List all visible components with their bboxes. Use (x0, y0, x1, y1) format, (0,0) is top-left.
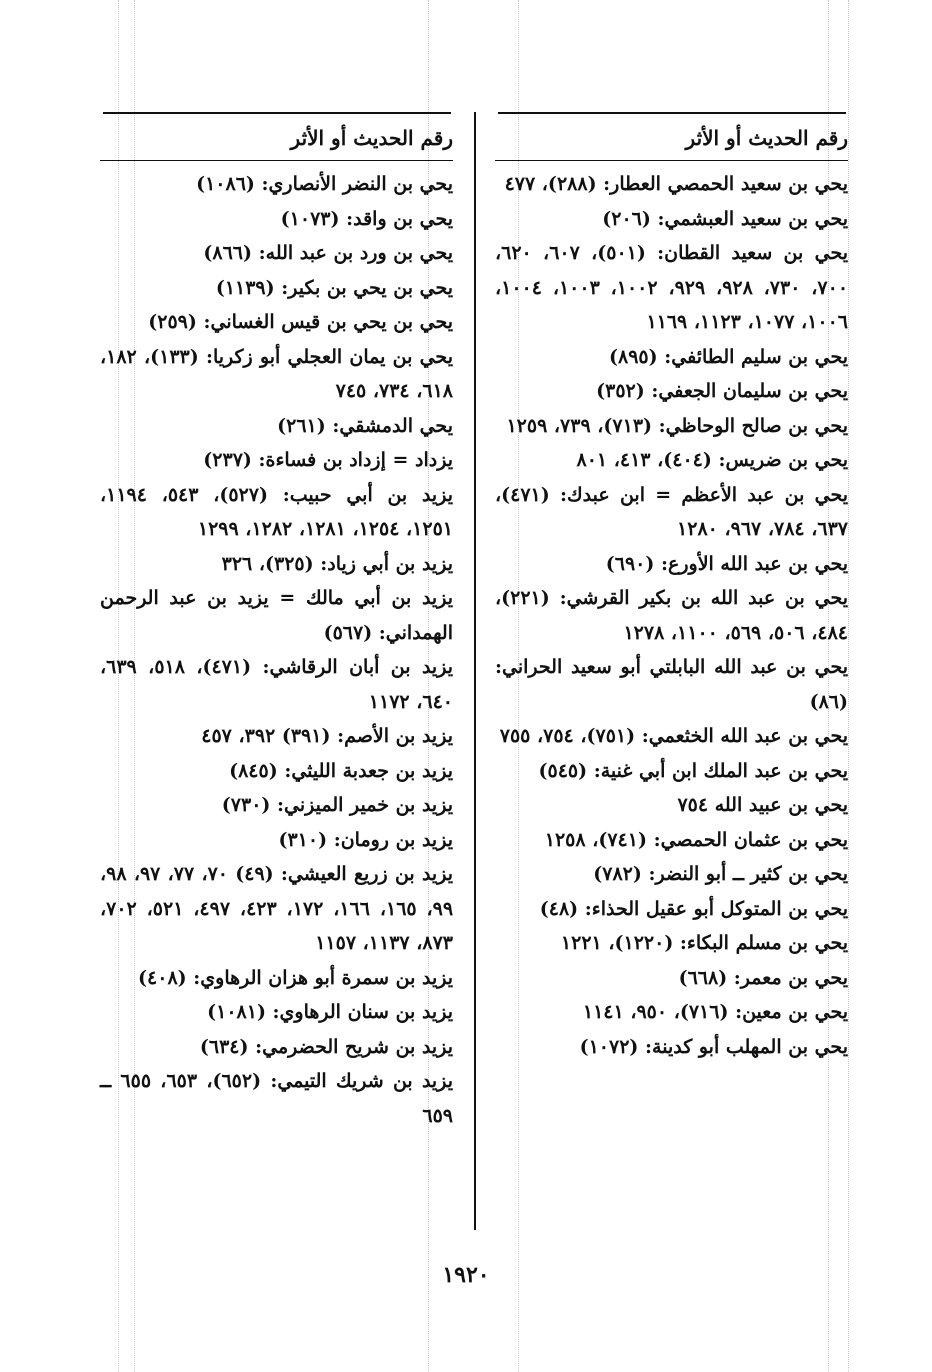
index-entry: يزيد بن خمير الميزني: (٧٣٠) (221, 794, 453, 816)
index-entry: يزيد بن أبي حبيب: (٥٢٧)، ٥٤٣، ١١٩٤، ١٢٥١، ١٢٥٤، ١٢٨١، ١٢٨٢، ١٢٩٩ (100, 483, 453, 540)
index-entry: يحي بن المتوكل أبو عقيل الحذاء: (٤٨) (539, 897, 848, 920)
index-entry: يحي بن يحي بن قيس الغساني: (٢٥٩) (148, 311, 453, 333)
index-entry: يزيد بن سمرة أبو هزان الرهاوي: (٤٠٨) (138, 966, 453, 989)
index-entry: يزيد بن رومان: (٣١٠) (278, 828, 453, 851)
index-entry: يحي بن مسلم البكاء: (١٢٢٠)، ١٢٢١ (560, 932, 848, 954)
index-entry: يحي بن سليم الطائفي: (٨٩٥) (609, 345, 848, 368)
index-entry: يحي بن عبد الأعظم = ابن عبدك: (٤٧١)، ٦٣٧، ٧٨٤، ٩٦٧، ١٢٨٠ (495, 483, 848, 540)
index-entry: يحي بن معين: (٧١٦)، ٩٥٠، ١١٤١ (582, 1001, 848, 1023)
index-entry: يحي بن عبد الله البابلتي أبو سعيد الحراني: (٨٦) (495, 656, 848, 713)
right-column-header: رقم الحديث أو الأثر (495, 116, 848, 161)
index-entry: يحي بن سعيد القطان: (٥٠١)، ٦٠٧، ٦٢٠، ٧٠٠، ٧٣٠، ٩٢٨، ٩٢٩، ١٠٠٢، ١٠٠٣، ١٠٠٤، ١٠٠٦، ١٠٧٧، ١١٢٣، ١١٦٩ (495, 242, 849, 333)
left-column (100, 116, 453, 1133)
index-entry: يزيد بن أبان الرقاشي: (٤٧١)، ٥١٨، ٦٣٩، ٦٤٠، ١١٧٢ (100, 656, 453, 713)
index-entry: يزيد بن شريح الحضرمي: (٦٣٤) (199, 1035, 453, 1058)
index-entry: يحي بن كثير ــ أبو النضر: (٧٨٢) (593, 863, 848, 885)
index-entry: يحي بن عبيد الله ٧٥٤ (677, 794, 848, 816)
index-entry: يزيد بن الأصم: (٣٩١) ٣٩٢، ٤٥٧ (201, 725, 453, 747)
index-entry: يزداد = إزداد بن فساءة: (٢٣٧) (203, 449, 453, 471)
index-entry: يحي بن عثمان الحمصي: (٧٤١)، ١٢٥٨ (544, 828, 848, 851)
left-top-rule (103, 112, 451, 114)
index-entry: يحي بن عبد الملك ابن أبي غنية: (٥٤٥) (538, 759, 848, 782)
left-entry-list (100, 167, 453, 1133)
right-top-rule (498, 112, 846, 114)
index-entry: يزيد بن أبي زياد: (٣٢٥)، ٣٢٦ (221, 552, 453, 575)
index-entry: يزيد بن أبي مالك = يزيد بن عبد الرحمن الهمداني: (٥٦٧) (100, 587, 453, 644)
index-entry: يحي بن عبد الله الخثعمي: (٧٥١)، ٧٥٤، ٧٥٥ (499, 725, 848, 747)
index-entry: يحي بن سليمان الجعفي: (٣٥٢) (596, 380, 848, 402)
index-entry: يزيد بن زريع العيشي: (٤٩) ٧٠، ٧٧، ٩٧، ٩٨، ٩٩، ١٦٥، ١٦٦، ١٧٢، ٤٢٣، ٤٩٧، ٥٢١، ٧٠٢، ٨٧٣، ١١٣٧، ١١٥٧ (100, 863, 454, 954)
index-entry: يحي بن عبد الله بن بكير القرشي: (٢٢١)، ٤٨٤، ٥٠٦، ٥٦٩، ١١٠٠، ١٢٧٨ (495, 587, 848, 644)
index-entry: يحي بن النضر الأنصاري: (١٠٨٦) (196, 173, 453, 195)
index-entry: يحي بن المهلب أبو كدينة: (١٠٧٢) (579, 1035, 848, 1058)
index-entry: يزيد بن جعدبة الليثي: (٨٤٥) (229, 759, 453, 782)
index-entry: يزيد بن سنان الرهاوي: (١٠٨١) (207, 1001, 453, 1023)
index-entry: يحي الدمشقي: (٢٦١) (277, 414, 453, 437)
left-column-header: رقم الحديث أو الأثر (100, 116, 453, 161)
index-entry: يحي بن يمان العجلي أبو زكريا: (١٣٣)، ١٨٢، ٦١٨، ٧٣٤، ٧٤٥ (100, 345, 453, 402)
index-entry: يحي بن يحي بن بكير: (١١٣٩) (215, 276, 453, 299)
index-entry: يحي بن واقد: (١٠٧٣) (280, 207, 453, 230)
right-column (495, 116, 848, 1064)
index-entry: يحي بن معمر: (٦٦٨) (678, 966, 848, 989)
page-number: ١٩٢٠ (442, 1262, 490, 1288)
column-divider (474, 112, 476, 1230)
index-entry: يحي بن سعيد العبشمي: (٢٠٦) (602, 207, 848, 230)
index-entry: يحي بن عبد الله الأورع: (٦٩٠) (605, 552, 848, 575)
index-entry: يحي بن ورد بن عبد الله: (٨٦٦) (203, 242, 453, 264)
index-entry: يحي بن سعيد الحمصي العطار: (٢٨٨)، ٤٧٧ (504, 173, 848, 195)
right-entry-list (495, 167, 848, 1064)
scan-guide-line (848, 0, 849, 1372)
index-entry: يحي بن ضريس: (٤٠٤)، ٤١٣، ٨٠١ (576, 449, 848, 471)
index-entry: يزيد بن شريك التيمي: (٦٥٢)، ٦٥٣، ٦٥٥ ــ ٦٥٩ (100, 1070, 453, 1127)
index-entry: يحي بن صالح الوحاظي: (٧١٣)، ٧٣٩، ١٢٥٩ (506, 414, 848, 437)
